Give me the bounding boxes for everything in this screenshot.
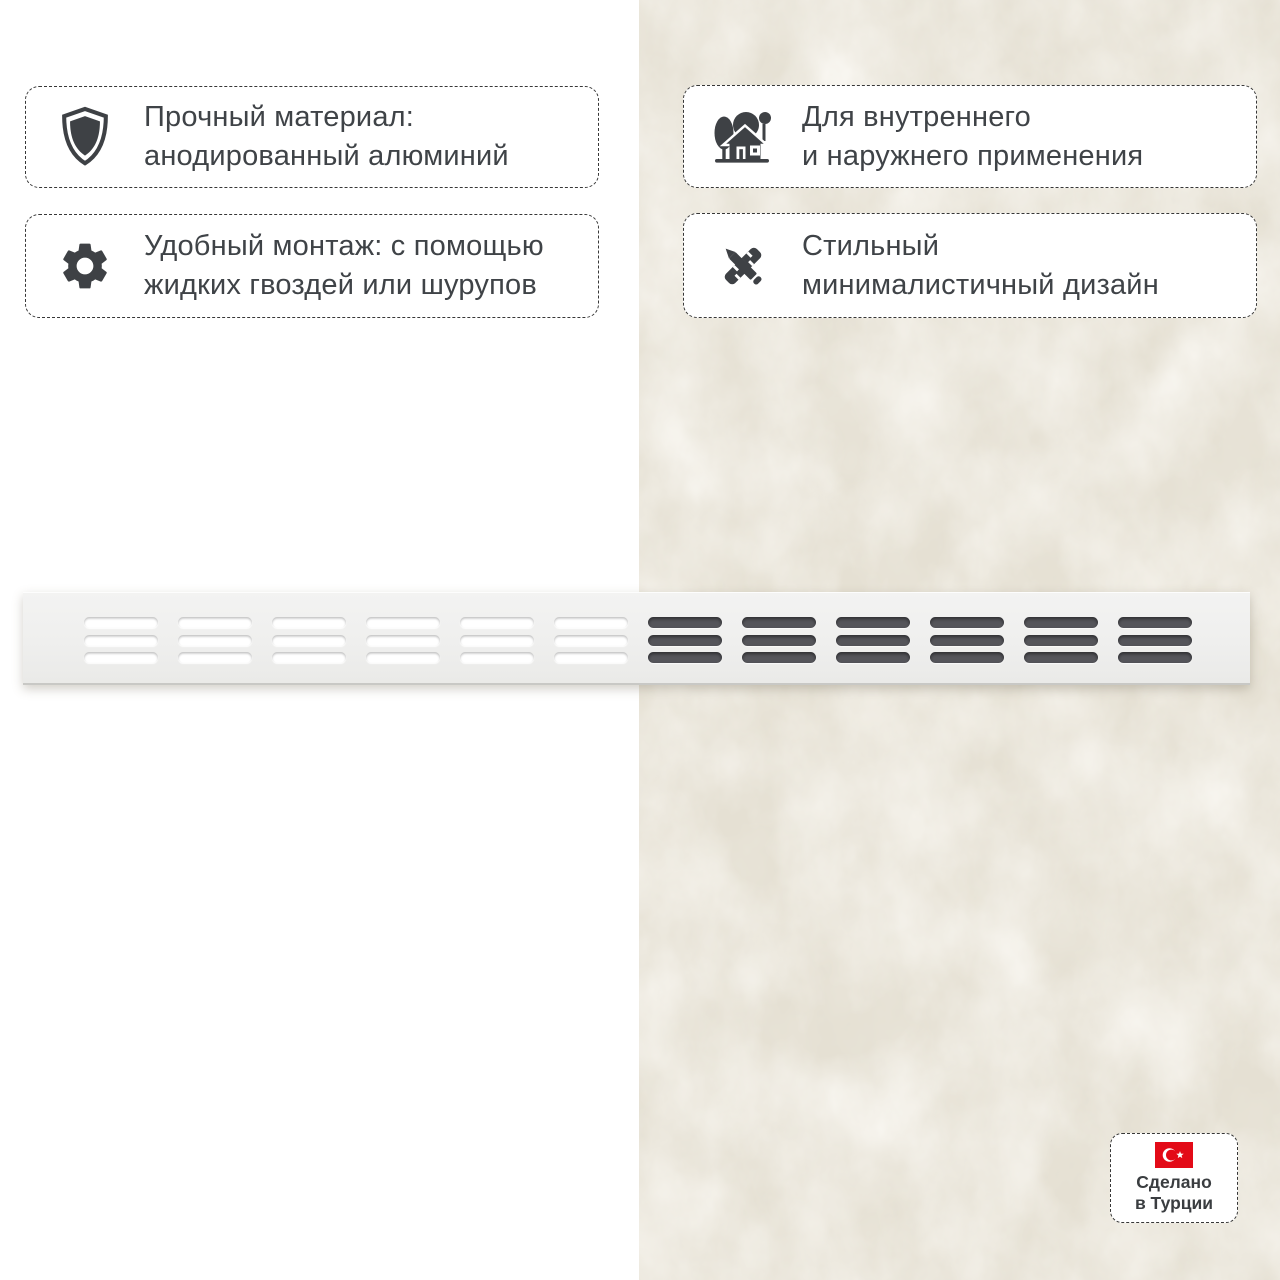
vent-grille	[23, 592, 1250, 685]
vent-slot	[460, 652, 534, 663]
vent-slot	[742, 617, 816, 628]
vent-slot	[366, 635, 440, 646]
vent-slot	[554, 617, 628, 628]
vent-slot	[178, 652, 252, 663]
vent-slot	[366, 652, 440, 663]
vent-slot	[178, 635, 252, 646]
feature-line: Удобный монтаж: с помощью	[144, 230, 544, 262]
vent-slot	[366, 617, 440, 628]
vent-slot	[272, 652, 346, 663]
vent-slot	[742, 635, 816, 646]
vent-slot	[742, 652, 816, 663]
vent-slot	[460, 635, 534, 646]
vent-slot	[178, 617, 252, 628]
badge-line: Сделано	[1136, 1172, 1212, 1192]
vent-slot	[1118, 652, 1192, 663]
feature-easy-mounting	[25, 214, 599, 318]
feature-indoor-outdoor	[683, 85, 1257, 188]
vent-slot	[554, 652, 628, 663]
feature-line: и наружнего применения	[802, 139, 1144, 172]
vent-slot	[554, 635, 628, 646]
vent-slot	[272, 617, 346, 628]
turkey-flag-icon	[1155, 1142, 1193, 1168]
vent-slot	[930, 652, 1004, 663]
vent-slot	[648, 652, 722, 663]
feature-durable-material	[25, 86, 599, 188]
vent-slot	[1118, 617, 1192, 628]
vent-slot	[836, 652, 910, 663]
feature-line: Прочный материал:	[144, 101, 415, 133]
vent-slot	[272, 635, 346, 646]
vent-slot	[930, 635, 1004, 646]
vent-slot	[1024, 617, 1098, 628]
vent-slot	[84, 617, 158, 628]
gear-icon	[26, 238, 144, 294]
vent-slot	[930, 617, 1004, 628]
vent-slot	[1024, 635, 1098, 646]
feature-line: анодированный алюминий	[144, 140, 509, 172]
vent-slot	[836, 635, 910, 646]
badge-line: в Турции	[1134, 1193, 1214, 1213]
feature-line: Для внутреннего	[802, 100, 1032, 133]
vent-slot	[460, 617, 534, 628]
made-in-turkey-badge	[1110, 1133, 1238, 1223]
vent-slot	[836, 617, 910, 628]
feature-line: Стильный	[802, 229, 940, 262]
vent-slot	[648, 635, 722, 646]
vent-slot	[1024, 652, 1098, 663]
feature-line: минималистичный дизайн	[802, 268, 1159, 301]
pencil-ruler-icon	[684, 238, 802, 294]
house-outdoor-icon	[684, 106, 802, 168]
vent-slot	[84, 635, 158, 646]
vent-slot	[84, 652, 158, 663]
feature-minimalist-design	[683, 213, 1257, 318]
shield-icon	[26, 105, 144, 169]
vent-slot	[648, 617, 722, 628]
feature-line: жидких гвоздей или шурупов	[144, 269, 537, 301]
vent-slot	[1118, 635, 1192, 646]
